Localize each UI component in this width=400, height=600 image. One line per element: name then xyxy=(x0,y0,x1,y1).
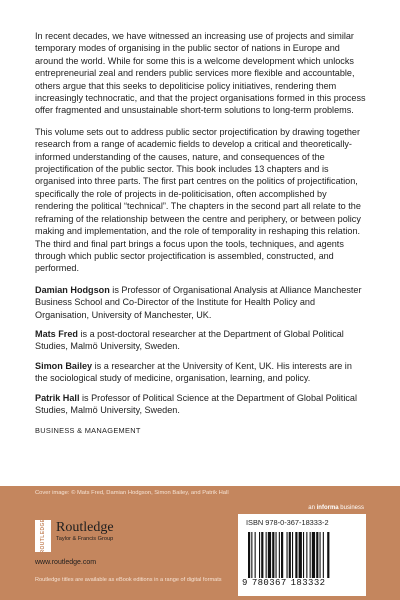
barcode-bar xyxy=(272,532,274,578)
barcode-bar xyxy=(310,532,311,578)
barcode-bar xyxy=(306,532,307,578)
routledge-emblem-icon xyxy=(35,520,51,552)
barcode-bar xyxy=(303,532,304,578)
subject-category: BUSINESS & MANAGEMENT xyxy=(35,426,141,436)
routledge-logo xyxy=(35,520,114,552)
author-name: Simon Bailey xyxy=(35,360,93,371)
barcode-bar xyxy=(287,532,288,578)
author-name: Patrik Hall xyxy=(35,392,80,403)
back-cover-text xyxy=(35,30,367,435)
barcode-bar xyxy=(248,532,250,578)
informa-brand: informa xyxy=(316,505,339,511)
emblem-text: ROUTLEDGE xyxy=(40,518,46,554)
cover-image-credit: Cover image: © Mats Fred, Damian Hodgson, Simon Bailey, and Patrik Hall xyxy=(35,490,229,496)
author-name: Mats Fred xyxy=(35,328,78,339)
barcode-bar xyxy=(255,532,256,578)
informa-business-label xyxy=(308,505,364,511)
informa-prefix: an xyxy=(308,505,317,511)
barcode-bar xyxy=(279,532,280,578)
barcode-bar xyxy=(259,532,260,578)
author-bio-text: is Professor of Political Science at the Department of Global Political Studies, Malmö University, Sweden. xyxy=(35,392,357,415)
barcode-bar xyxy=(295,532,297,578)
author-bio xyxy=(35,328,367,353)
barcode-bar xyxy=(312,532,315,578)
isbn-barcode-panel xyxy=(238,514,366,596)
ebook-note: Routledge titles are available as eBook editions in a range of digital formats xyxy=(35,577,222,583)
author-bio-text: is a post-doctoral researcher at the Department of Global Political Studies, Malmö University, Sweden. xyxy=(35,328,344,352)
barcode-bar xyxy=(276,532,277,578)
isbn-number: ISBN 978-0-367-18333-2 xyxy=(246,518,329,527)
author-bio-text: is a researcher at the University of Kent, UK. His interests are in the sociological study of medicine, organisation, learning, and policy. xyxy=(35,360,352,384)
barcode-digit-group: 9 xyxy=(242,578,248,588)
informa-suffix: business xyxy=(338,505,364,511)
barcode-digit-group: 780367 xyxy=(251,578,287,588)
publisher-url: www.routledge.com xyxy=(35,559,97,566)
barcode-bar xyxy=(327,532,329,578)
publisher-wordmark xyxy=(56,520,114,542)
barcode-bar xyxy=(281,532,283,578)
barcode-bar xyxy=(268,532,271,578)
publisher-name: Routledge xyxy=(56,520,114,535)
barcode-bar xyxy=(316,532,318,578)
barcode-bar xyxy=(292,532,293,578)
barcode-bar xyxy=(261,532,263,578)
author-bio xyxy=(35,360,367,385)
author-bio xyxy=(35,284,367,321)
author-bio xyxy=(35,392,367,417)
author-name: Damian Hodgson xyxy=(35,284,110,295)
barcode-bar xyxy=(323,532,324,578)
description-paragraph: In recent decades, we have witnessed an increasing use of projects and similar temporary modes of organising in the public sector of nations in Europe and around the world. While for some this is a welcome development which unlocks entrepreneurial zeal and renders public services more flexible and accountable, others argue that this seeks to depoliticise policy initiatives, rendering them increasingly technocratic, and that the project organisations formed in this process offer fragmented and unsustainable short-term solutions to long-term problems. xyxy=(35,31,366,116)
author-bio-text: is Professor of Organisational Analysis at Alliance Manchester Business School and Co-Director of the Institute for Health Policy and Organisation, University of Manchester, UK. xyxy=(35,284,362,320)
publisher-group: Taylor & Francis Group xyxy=(56,536,114,542)
barcode-bar xyxy=(251,532,252,578)
description-paragraph: This volume sets out to address public sector projectification by drawing together research from a range of academic fields to develop a critical and theoretically-informed understanding of the causes, nature, and consequences of the projectification of the public sector. This book includes 13 chapters and is organised into three parts. The first part centres on the politics of projectification, specifically the role of projects in de-politicisation, often accomplished by rendering the political “technical”. The chapters in the second part all relate to the reframing of the relationship between the centre and periphery, or between policy making and implementation, and the role of temporality in reshaping this relation. The third and final part brings a focus upon the tools, techniques, and agents through which public sector projectification is assembled, constructed, and performed. xyxy=(35,126,361,274)
barcode-icon xyxy=(248,532,356,578)
barcode-digit-group: 183332 xyxy=(290,578,326,588)
barcode-bar xyxy=(289,532,291,578)
barcode-digits xyxy=(242,578,364,588)
barcode-bar xyxy=(299,532,302,578)
barcode-bar xyxy=(320,532,321,578)
barcode-bar xyxy=(266,532,267,578)
